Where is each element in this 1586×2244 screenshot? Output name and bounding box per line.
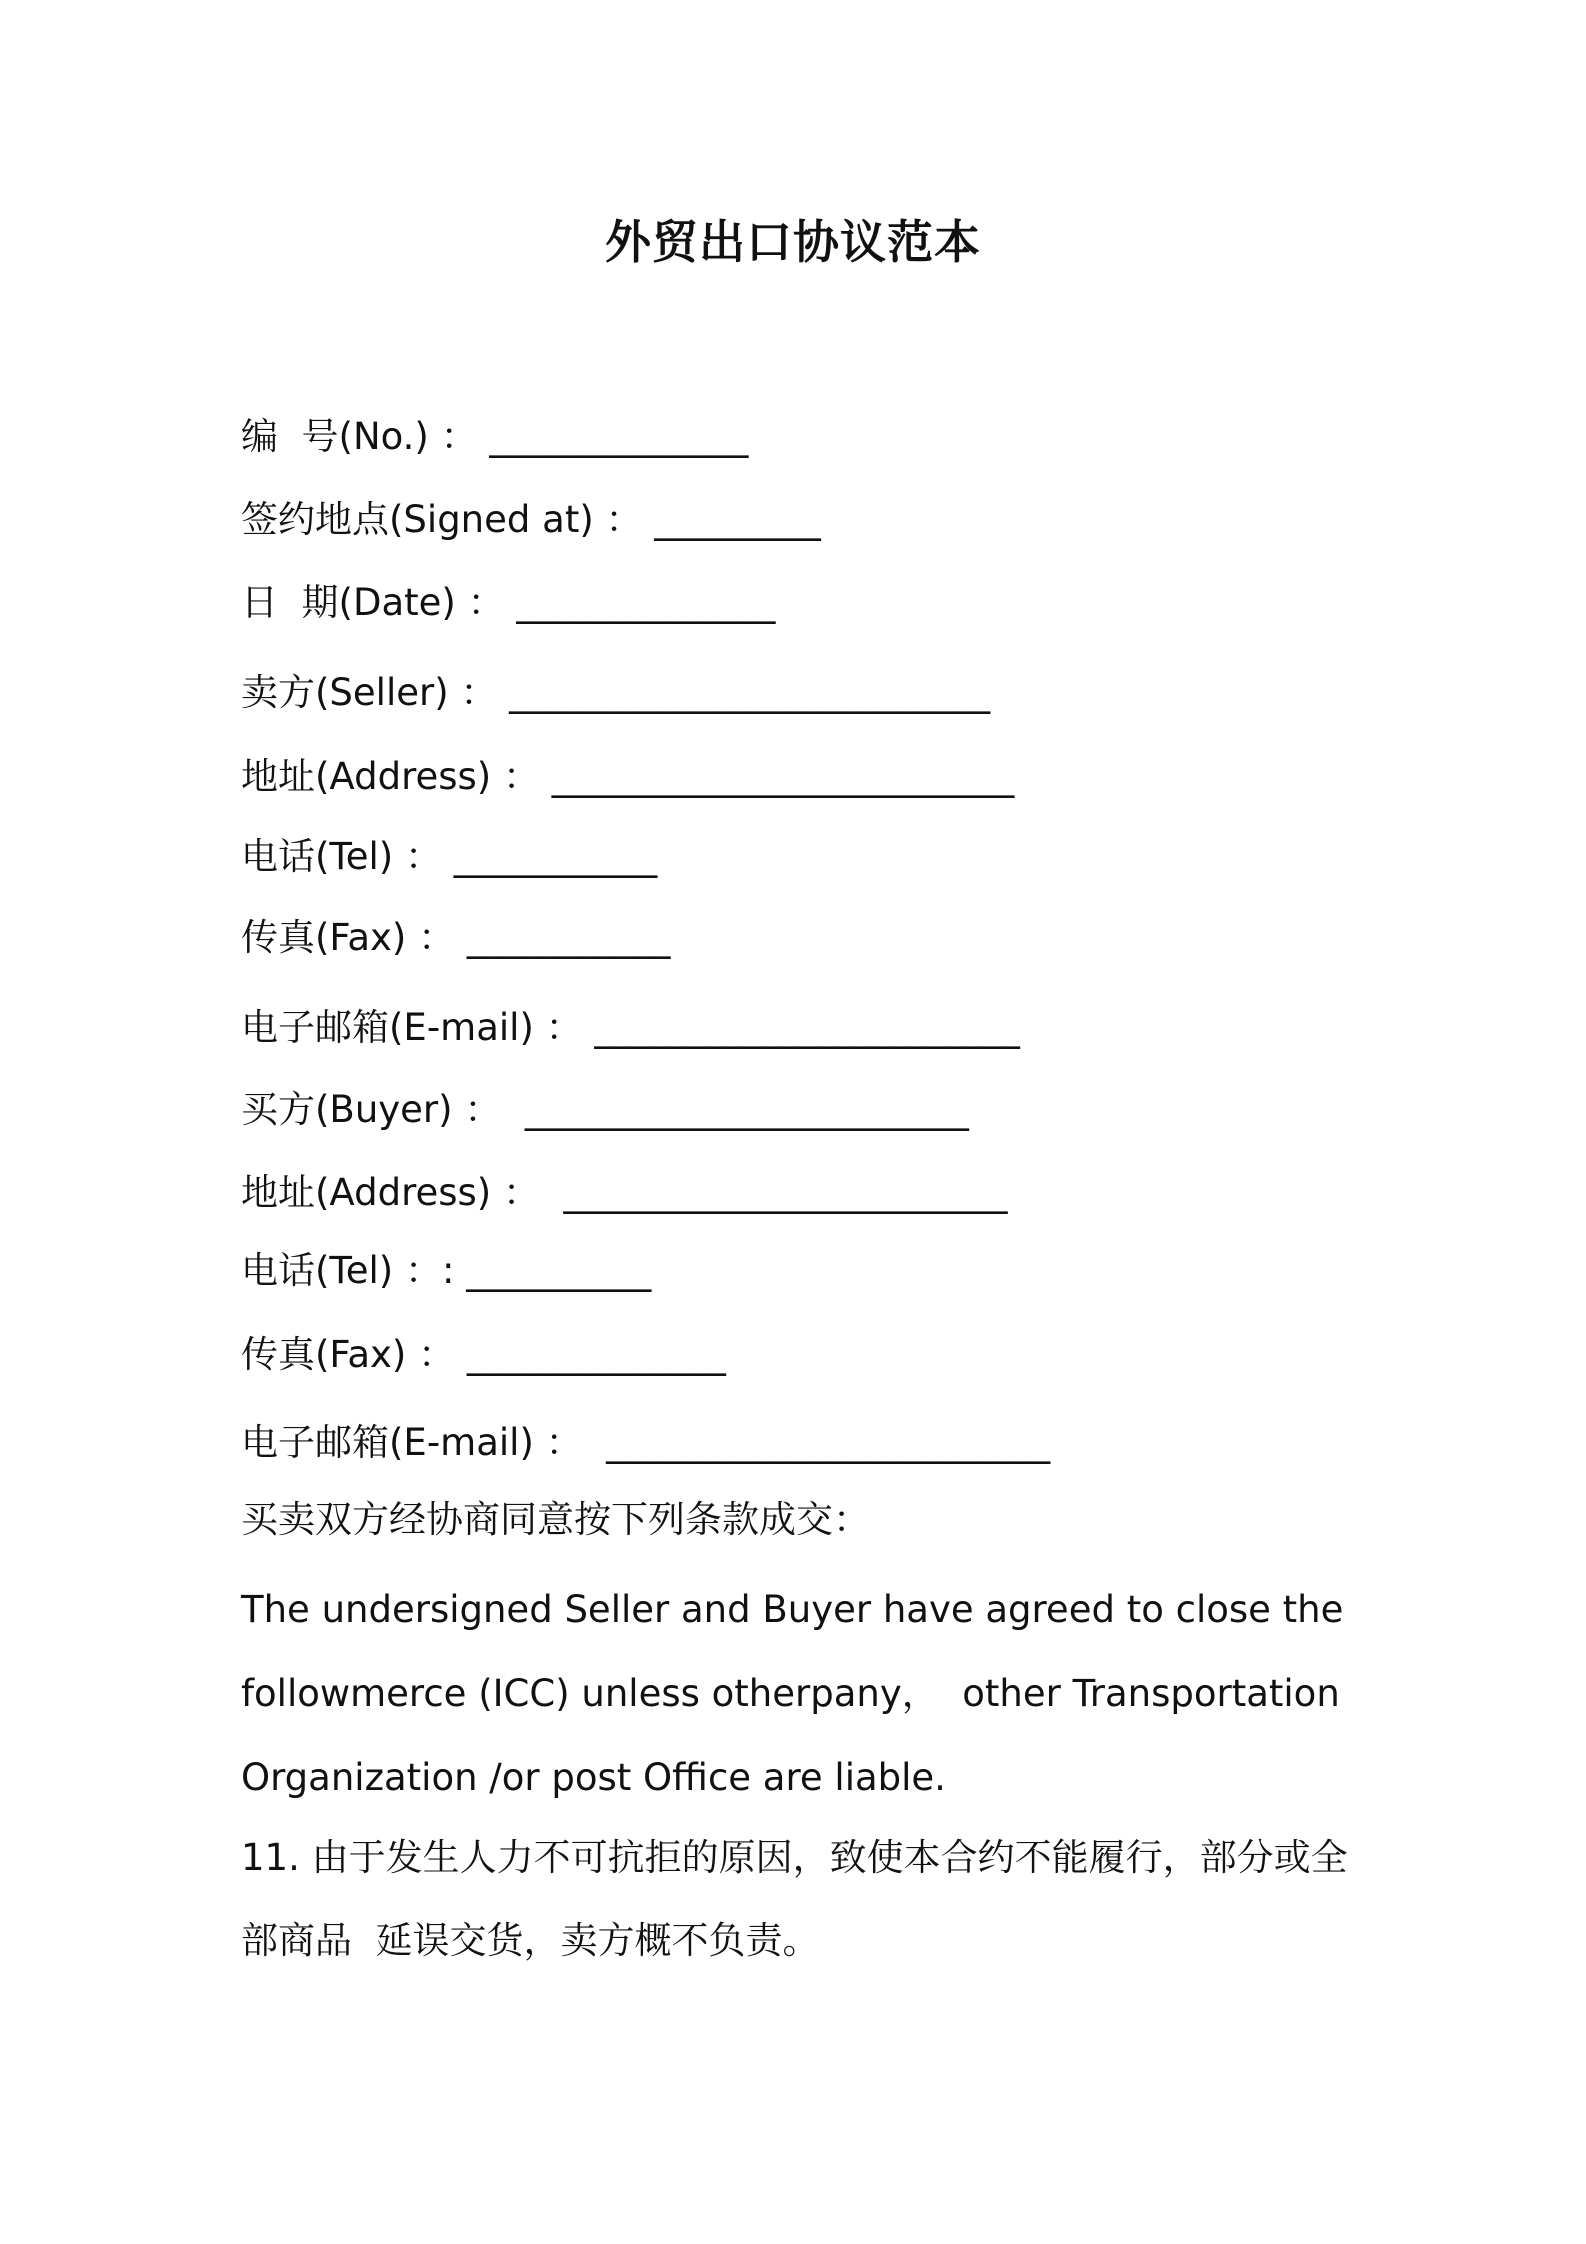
english-paragraph-line: Organization /or post Office are liable. (241, 1756, 946, 1799)
english-paragraph-line: The undersigned Seller and Buyer have agreed to close the (241, 1588, 1344, 1631)
clause-11-line: 部商品 延误交货，卖方概不负责。 (241, 1919, 820, 1962)
field-buyer-tel: 电话(Tel) ：: __________ (241, 1249, 652, 1292)
field-seller-fax: 传真(Fax) ： ___________ (241, 916, 671, 959)
document-title: 外贸出口协议范本 (605, 215, 981, 269)
field-buyer-fax: 传真(Fax) ： ______________ (241, 1333, 726, 1376)
field-contract-number: 编 号(No.) ： ______________ (241, 415, 749, 458)
field-seller-address: 地址(Address) ： _________________________ (241, 755, 1015, 798)
agreement-statement: 买卖双方经协商同意按下列条款成交： (241, 1498, 870, 1541)
field-seller: 卖方(Seller) ： __________________________ (241, 671, 991, 714)
field-seller-tel: 电话(Tel) ： ___________ (241, 835, 658, 878)
clause-11-line: 11. 由于发生人力不可抗拒的原因，致使本合约不能履行，部分或全 (241, 1836, 1348, 1879)
field-date: 日 期(Date) ： ______________ (241, 581, 776, 624)
field-seller-email: 电子邮箱(E-mail) ： _______________________ (241, 1006, 1020, 1049)
english-paragraph-line: followmerce (ICC) unless otherpany， other Transportation (241, 1672, 1340, 1715)
field-buyer: 买方(Buyer) ： ________________________ (241, 1088, 969, 1131)
field-buyer-email: 电子邮箱(E-mail) ： ________________________ (241, 1421, 1051, 1464)
field-buyer-address: 地址(Address) ： ________________________ (241, 1171, 1008, 1214)
field-signed-at: 签约地点(Signed at) ： _________ (241, 498, 821, 541)
